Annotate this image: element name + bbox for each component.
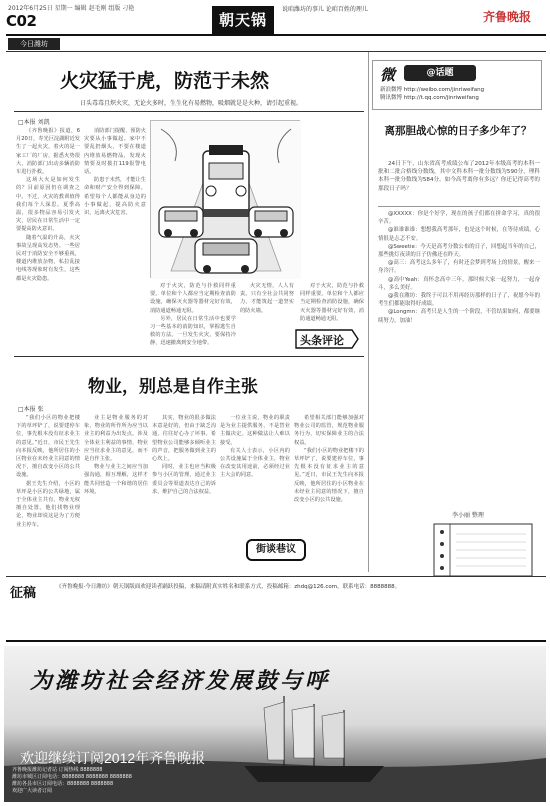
paragraph: 物业与业主之间应当加强沟通，相互理解，这样才能共同营造一个和谐的居住环境。: [84, 464, 148, 495]
section-tag: 今日潍坊: [8, 38, 60, 50]
article-divider: [14, 356, 364, 357]
article1-column-2: [84, 127, 146, 345]
paragraph: 据王先生介绍，小区的草坪是小区的公共绿地，属于全体业主共有，物业无权擅自处置。他们找物业理论，物业却说这是为了方便业主停车。: [16, 480, 80, 528]
paragraph: 希望相关部门能够加强对物业公司的监管，规范物业服务行为，切实保障业主的合法权益。: [294, 415, 364, 446]
weibo-logo: 微: [380, 66, 396, 84]
sidebar-lead: [378, 160, 540, 204]
paragraph: 对于火灾，防范与扑救同样重要。单位和个人都应当定期检查消防设施，确保灭火器等器材完好有效，消防通道畅通无阻。: [150, 283, 236, 314]
weibo-post: @高三：高考这么多年了，有时还会梦到考场上的情景，醒来一身冷汗。: [378, 260, 540, 275]
paragraph: 对于火灾，防范与扑救同样重要。单位和个人都应当定期检查消防设施，确保灭火器等器材完好有效，消防通道畅通无阻。: [300, 283, 364, 322]
notebook-drawing: [430, 520, 538, 580]
sidebar-lead-text: 24日下午，山东省高考成绩公布了2012年本级高考的本科一批和二批合格线分数线，其中文科本科一批分数线为590分，理科本科一批分数线为584分。如今高考离你有多远？你还记得高考的那段日子吗？: [378, 161, 540, 192]
comment-badge: [292, 326, 362, 352]
zhengao-label: 征稿: [10, 586, 37, 601]
fire-truck-illustration: [150, 120, 300, 278]
paragraph: 其实，物业的很多做法本意是好的，但由于缺乏沟通，往往好心办了坏事。希望物业公司能够多倾听业主的声音，把服务做到业主的心坎上。: [152, 415, 216, 463]
section-rule: [6, 51, 546, 52]
sidebar-rule: [378, 206, 540, 207]
sidebar-posts: [378, 210, 540, 440]
weibo-post: @高中Yeah：真怀念高中三年，那时候大家一起努力，一起奋斗，多么美好。: [378, 276, 540, 291]
ad-line: 潍坊市城区订阅电话：8888888 8888888 8888888: [12, 774, 132, 780]
weibo-link-sina[interactable]: 新浪微博 http://weibo.com/jinriweifang: [380, 87, 485, 93]
notebook-illustration: [430, 520, 538, 580]
article2-headline: 物业，别总是自作主张: [88, 377, 258, 397]
masthead-subtitle: 说咱潍坊的事儿 论咱百姓的理儿: [282, 6, 368, 13]
weibo-post: @XXXXX：你是个好学，现在的孩子们都在拼命学习，真的很辛苦。: [378, 211, 540, 226]
header-rule: [6, 34, 546, 36]
date-line: 2012年6月25日 星期一 编辑 赵毛刚 组版 刁艳: [8, 5, 135, 12]
comment-badge-label: 头条评论: [300, 334, 344, 347]
fire-truck-drawing: [151, 121, 301, 279]
article1-column-3: [150, 282, 236, 347]
ad-top-rule: [6, 640, 546, 642]
weibo-post: @Sweetie：今天是高考分数公布的日子，回想起当年的自己，那些挑灯夜读的日子仿佛还在昨天。: [378, 243, 540, 259]
ad-subtitle: 欢迎继续订阅2012年齐鲁晚报: [20, 750, 206, 766]
paragraph: 《齐鲁晚报》报道，6月20日，寿光巨淀湖附近发生了一起火灾，着火的是一家工厂的厂房，据悉火势很大，消防部门出动多辆消防车进行扑救。: [16, 128, 80, 176]
jietan-badge: 街谈巷议: [246, 539, 306, 561]
paragraph: 另外，居民在日常生活中也要学习一些基本的消防知识，掌握逃生自救的方法。一旦发生火灾，要保持冷静，迅速撤离到安全地带。: [150, 315, 236, 347]
zhengao-text: 《齐鲁晚报·今日潍坊》朝天锅版面欢迎读者踊跃投稿，来稿请附真实姓名和联系方式，投稿邮箱：zhdq@126.com，联系电话：8888888。: [56, 584, 401, 590]
sidebar-title: 离那胆战心惊的日子多少年了？: [384, 125, 532, 137]
article1-byline: □本报 刘凯: [18, 119, 50, 126]
ad-title: 为潍坊社会经济发展鼓与呼: [30, 668, 331, 694]
paragraph: 同时，业主也应当积极参与小区的管理，通过业主委员会等渠道表达自己的诉求，维护自己的合法权益。: [152, 464, 216, 495]
paragraph: “我们小区的物业把楼下的草坪铲了，说要建停车位，事先根本没有征求业主的意见。”近日，市民王先生向本报反映，他所居住的小区物业在未经业主同意的情况下，擅自改变小区的公共设施。: [16, 415, 80, 479]
masthead: 朝天锅: [212, 6, 274, 34]
paragraph: 火灾无情，人人有责。只有全社会共同努力，才能筑起一道坚实的防火墙。: [240, 283, 294, 314]
paragraph: “我们小区的物业把楼下的草坪铲了，说要建停车位，事先根本没有征求业主的意见。”近日，市民王先生向本报反映，他所居住的小区物业在未经业主同意的情况下，擅自改变小区的公共设施。: [294, 447, 364, 504]
article2-byline: □本报 张: [18, 406, 44, 413]
article1-rule: [14, 111, 364, 112]
paragraph: 有关人士表示，小区内的公共设施属于全体业主，物业在改变其用途前，必须经过业主大会的同意。: [220, 447, 290, 479]
paragraph: 消防部门提醒，预防火灾要从小事做起。家中不要乱扔烟头，不要在楼道内堆放易燃物品，发现火情要及时拨打119报警电话。: [84, 128, 146, 176]
ad-line: 齐鲁晚报潍坊记者站 订阅热线 8888888: [12, 767, 103, 773]
ad-contact-lines: [12, 767, 312, 795]
paragraph: 一位业主说，物业的职责是为业主提供服务，不是替业主做决定。这种做法让人难以接受。: [220, 415, 290, 446]
article2-column-1: [16, 414, 80, 574]
paragraph: 防患于未然，才能让生命和财产安全得到保障。希望每个人都能从身边的小事做起，提高防火意识，远离火灾危害。: [84, 177, 146, 217]
weibo-topic-badge: @话题: [404, 65, 476, 81]
paragraph: 随着气温的升高，火灾事故呈现高发态势。一些居民对于消防安全不够重视，楼道内堆放杂物，私拉乱接电线等现象时有发生，这些都是火灾隐患。: [16, 234, 80, 282]
ad-line: 欢迎广大读者订阅: [12, 788, 53, 794]
article1-column-5: [300, 282, 364, 322]
article1-deck: 日头毒毒且炽火灾，无论火多时，生生化有易燃物，吸烟就是是火种，请引起重视。: [80, 100, 303, 107]
article2-column-4: [220, 414, 290, 534]
ad-line: 潍坊各县市区订阅电话：8888888 8888888: [12, 781, 114, 787]
page-code: C02: [6, 12, 37, 30]
paragraph: 业主是物业服务的对象，物业的所作所为应当以业主的利益为出发点。涉及全体业主利益的事情，物业应当征求业主的意见，而不是自作主张。: [84, 415, 148, 463]
article1-headline: 火灾猛于虎，防范于未然: [60, 70, 270, 92]
article1-column-4: [240, 282, 294, 342]
brand-logo: 齐鲁晚报: [483, 10, 532, 24]
weibo-post: @谁谁谁谁：想想我高考那年，也是这个时候，在等待成绩，心情很是忐忑不安。: [378, 227, 540, 242]
weibo-link-qq[interactable]: 腾讯微博 http://t.qq.com/jinriweifang: [380, 95, 479, 101]
zhengao-rule: [6, 576, 546, 577]
article2-column-2: [84, 414, 148, 574]
paragraph: 这场大火是如何发生的？目前原因仍在调查之中。不过，火灾的教训值得我们每个人深思。夏季高温，很多物品容易引发火灾，居民在日常生活中一定要提高防火意识。: [16, 177, 80, 233]
weibo-post: @我在潍坊：我终于可以不用再经历那样的日子了，祝愿今年的考生们都能取得好成绩。: [378, 293, 540, 308]
article2-column-3: [152, 414, 216, 574]
article1-column-1: [16, 127, 80, 345]
weibo-links: [380, 86, 540, 102]
sidebar-author: 李小丽 整理: [452, 512, 484, 519]
weibo-post: @Longmn：高考只是人生的一个阶段，不管结果如何，都要继续努力，加油！: [378, 309, 540, 324]
sidebar-divider: [368, 52, 369, 572]
